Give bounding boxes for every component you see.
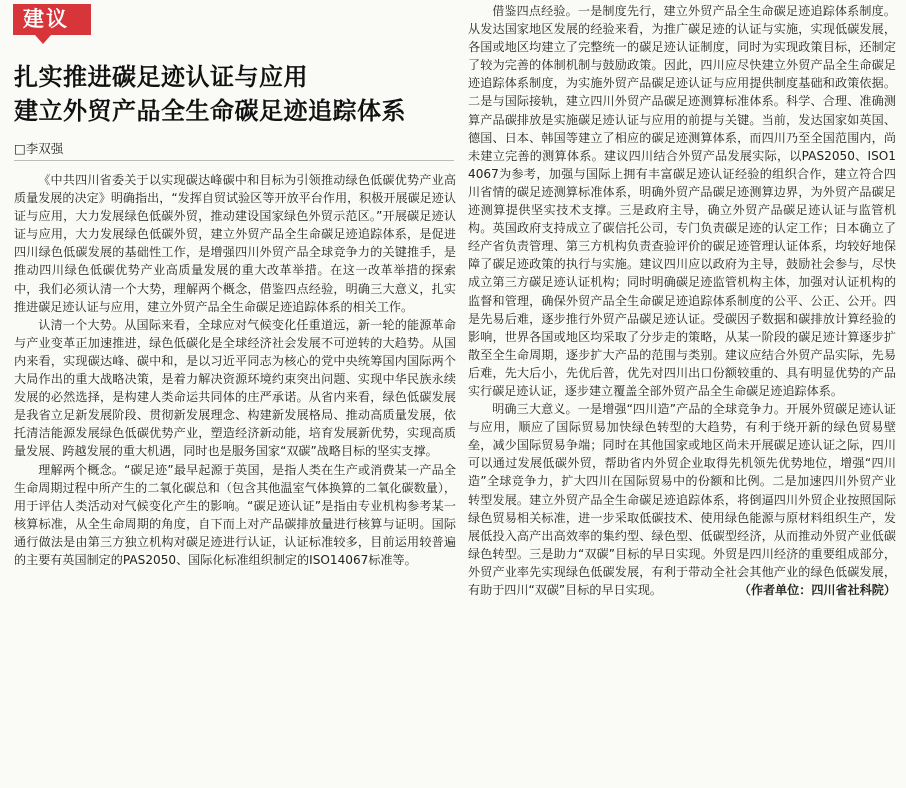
right-column	[468, 2, 896, 786]
paragraph-experience: 借鉴四点经验。一是制度先行，建立外贸产品全生命碳足迹追踪体系制度。从发达国家地区发展的经验来看，为推广碳足迹的认证与实施，实现低碳发展，各国或地区均建立了完整统一的碳足迹认证制度，同时为实现政策目标，还制定了较为完善的体制机制与鼓励政策。因此，四川应尽快建立外贸产品全生命碳足迹追踪体系制度，为实施外贸产品碳足迹认证与应用提供制度基础和政策依据。二是与国际接轨，建立四川外贸产品碳足迹测算标准体系。科学、合理、准确测算产品碳排放是实施碳足迹认证与应用的前提与关键。当前，发达国家如英国、德国、日本、韩国等建立了相应的碳足迹测算体系，而四川乃至全国范围内，尚未建立完善的测算体系。建议四川结合外贸产品发展实际，以PAS2050、ISO14067为参考，加强与国际上拥有丰富碳足迹认证经验的组织合作，建立符合四川省情的碳足迹测算标准体系，明确外贸产品碳足迹测算边界，为外贸产品碳足迹测算提供坚实技术支撑。三是政府主导，确立外贸产品碳足迹认证与监管机构。英国政府支持成立了碳信托公司，专门负责碳足迹的认定工作；日本确立了经产省负责管理、第三方机构负责查验评价的碳足迹管理认证体系，均较好地保障了碳足迹政策的执行与实施。建议四川应以政府为主导，鼓励社会参与，尽快成立第三方碳足迹认证机构；同时明确碳足迹监管机构主体，加强对认证机构的监督和管理，确保外贸产品全生命碳足迹追踪体系制度的公平、公正、公开。四是先易后难，逐步推行外贸产品碳足迹认证。受碳因子数据和碳排放计算经验的影响，世界各国或地区均采取了分步走的策略，从某一阶段的碳足迹计算逐步扩散至全生命周期，逐步扩大产品的范围与类别。建议应结合外贸产品实际，先易后难，先大后小，先优后普，优先对四川出口份额较重的、具有明显优势的产品实行碳足迹认证，逐步建立覆盖全部外贸产品全生命碳足迹追踪体系。	[468, 4, 896, 398]
left-column	[14, 171, 456, 716]
article-title	[14, 60, 454, 128]
author-affiliation: （作者单位：四川省社科院）	[738, 583, 896, 597]
paragraph-significance	[468, 400, 896, 599]
paragraph-intro: 《中共四川省委关于以实现碳达峰碳中和目标为引领推动绿色低碳优势产业高质量发展的决定》明确指出，“发挥自贸试验区等开放平台作用，积极开展碳足迹认证与应用，大力发展绿色低碳外贸，推动建设国家绿色外贸示范区。”开展碳足迹认证与应用，大力发展绿色低碳外贸，建立外贸产品全生命碳足迹追踪体系，是促进四川绿色低碳发展的基础性工作，是增强四川外贸产品全球竞争力的关键推手，是推动四川绿色低碳优势产业高质量发展的重大改革举措。在这一改革举措的探索中，我们必须认清一个大势，理解两个概念，借鉴四点经验，明确三大意义，扎实推进碳足迹认证与应用，建立外贸产品全生命碳足迹追踪体系的相关工作。	[14, 173, 456, 314]
paragraph-concepts: 理解两个概念。“碳足迹”最早起源于英国，是指人类在生产或消费某一产品全生命周期过程中所产生的二氧化碳总和（包含其他温室气体换算的二氧化碳数量），用于评估人类活动对气候变化产生的影响。“碳足迹认证”是指由专业机构参考某一核算标准，从全生命周期的角度，自下而上对产品碳排放量进行核算与证明。国际通行做法是由第三方独立机构对碳足迹进行认证，认证标准较多，目前运用较普遍的主要有英国制定的PAS2050、国际化标准组织制定的ISO14067标准等。	[14, 462, 456, 567]
column-tag: 建议	[13, 4, 91, 35]
paragraph-trend: 认清一个大势。从国际来看，全球应对气候变化任重道远，新一轮的能源革命与产业变革正加速推进，绿色低碳化是全球经济社会发展不可逆转的大趋势。从国内来看，实现碳达峰、碳中和，是以习近平同志为核心的党中央统筹国内国际两个大局作出的重大战略决策，是着力解决资源环境约束突出问题、实现中华民族永续发展的必然选择，是构建人类命运共同体的庄严承诺。从省内来看，绿色低碳发展是我省立足新发展阶段、贯彻新发展理念、构建新发展格局、推动高质量发展，依托清洁能源发展绿色低碳优势产业，塑造经济新动能，培育发展新优势，实现高质量发展、跨越发展的重大机遇，同时也是服务国家“双碳”战略目标的坚实支撑。	[14, 317, 456, 459]
article-title-line2: 建立外贸产品全生命碳足迹追踪体系	[14, 97, 406, 125]
byline: □李双强	[14, 141, 64, 156]
paragraph-significance-text: 明确三大意义。一是增强“四川造”产品的全球竞争力。开展外贸碳足迹认证与应用，顺应了国际贸易加快绿色转型的大趋势，有利于绕开新的绿色贸易壁垒，减少国际贸易争端；同时在其他国家或地区尚未开展碳足迹认证之际，四川可以通过发展低碳外贸，帮助省内外贸企业取得先机领先优势地位，增强“四川造”全球竞争力，扩大四川在国际贸易中的份额和比例。二是加速四川外贸产业转型发展。建立外贸产品全生命碳足迹追踪体系，将倒逼四川外贸企业按照国际绿色贸易相关标准，进一步采取低碳技术、使用绿色能源与原材料组织生产，发展低投入高产出高效率的集约型、绿色型、低碳型经济，从而推动外贸产业低碳绿色转型。三是助力“双碳”目标的早日实现。外贸是四川经济的重要组成部分，外贸产业率先实现绿色低碳发展，有利于带动全社会其他产业的绿色低碳发展，有助于四川“双碳”目标的早日实现。	[468, 402, 896, 597]
title-divider	[14, 160, 454, 161]
article-title-line1: 扎实推进碳足迹认证与应用	[14, 63, 308, 91]
